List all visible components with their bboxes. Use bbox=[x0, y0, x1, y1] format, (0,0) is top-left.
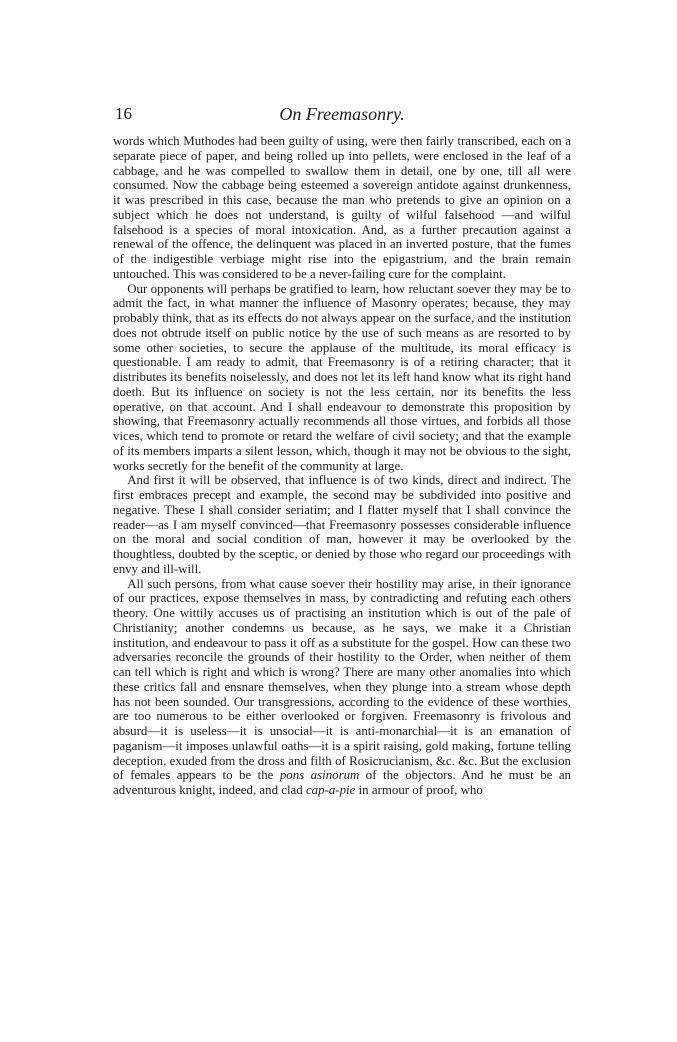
book-page bbox=[113, 104, 571, 798]
pons-asinorum-phrase: pons asinorum bbox=[279, 768, 360, 783]
body-text bbox=[113, 134, 571, 798]
running-title: On Freemasonry. bbox=[279, 104, 405, 124]
paragraph-4 bbox=[113, 577, 571, 798]
paragraph-4-text-c: in armour of proof, who bbox=[355, 783, 483, 797]
paragraph-2: Our opponents will perhaps be gratified to learn, how reluctant soever they may be to admit the fact, in what manner the influence of Masonry operates; because, they may probably think, that as its effects do not always appear on the surface, and the institution does not obtrude itself on public notice by the use of such means as are resorted to by some other societies, to secure the applause of the multitude, its moral efficacy is questionable. I am ready to admit, that Freemasonry is of a retiring character; that it distributes its benefits noiselessly, and does not let its left hand know what its right hand doeth. But its influence on society is not the less certain, nor its benefits the less operative, on that account. And I shall endeavour to demonstrate this proposition by showing, that Freemasonry actually recommends all those virtues, and forbids all those vices, which tend to promote or retard the welfare of civil society; and that the example of its members imparts a silent lesson, which, though it may not be obvious to the sight, works secretly for the benefit of the community at large. bbox=[113, 281, 571, 473]
paragraph-4-text-a: All such persons, from what cause soever their hostility may arise, in their ignorance of our practices, expose themselves in mass, by contradicting and refuting each others theory. One wittily accuses us of practising an institution which is out of the pale of Christianity; another condemns us because, as he says, we make it a Christian institution, and endeavour to pass it off as a substitute for the gospel. How can these two adversaries reconcile the grounds of their hostility to the Order, when neither of them can tell which is right and which is wrong? There are many other anomalies into which these critics fall and ensnare themselves, when they plunge into a stream whose depth has not been sounded. Our transgressions, according to the evidence of these worthies, are too numerous to be either overlooked or forgiven. Freemasonry is frivolous and absurd—it is useless—it is unsocial—it is anti-monarchial—it is an emanation of paganism—it imposes unlawful oaths—it is a spirit raising, gold making, fortune telling deception, exuded from the dross and filth of Rosicrucianism, &c. &c. But the exclusion of females appears to be the bbox=[113, 576, 571, 783]
paragraph-4-text-b: of the objectors. And he must be an adventurous knight, indeed, and clad bbox=[113, 768, 571, 797]
cap-a-pie-phrase: cap-a-pie bbox=[305, 783, 356, 797]
paragraph-1: words which Muthodes had been guilty of using, were then fairly transcribed, each on a separate piece of paper, and being rolled up into pellets, were enclosed in the leaf of a cabbage, and he was compelled to swallow them in detail, one by one, till all were consumed. Now the cabbage being esteemed a sovereign antidote against drunkenness, it was prescribed in this case, because the man who pretends to give an opinion on a subject which he does not understand, is guilty of wilful falsehood —and wilful falsehood is a species of moral intoxication. And, as a further precaution against a renewal of the offence, the delinquent was placed in an inverted posture, that the fumes of the indigestible verbiage might rise into the epigastrium, and the brain remain untouched. This was considered to be a never-failing cure for the complaint. bbox=[113, 134, 571, 281]
page-header bbox=[113, 104, 571, 134]
page-number: 16 bbox=[115, 104, 132, 123]
paragraph-3: And first it will be observed, that influence is of two kinds, direct and indirect. The first embraces precept and example, the second may be subdivided into positive and negative. These I shall consider seriatim; and I flatter myself that I shall convince the reader—as I am myself convinced—that Freemasonry possesses considerable influence on the moral and social condition of man, however it may be overlooked by the thoughtless, doubted by the sceptic, or denied by those who regard our proceedings with envy and ill-will. bbox=[113, 473, 571, 576]
